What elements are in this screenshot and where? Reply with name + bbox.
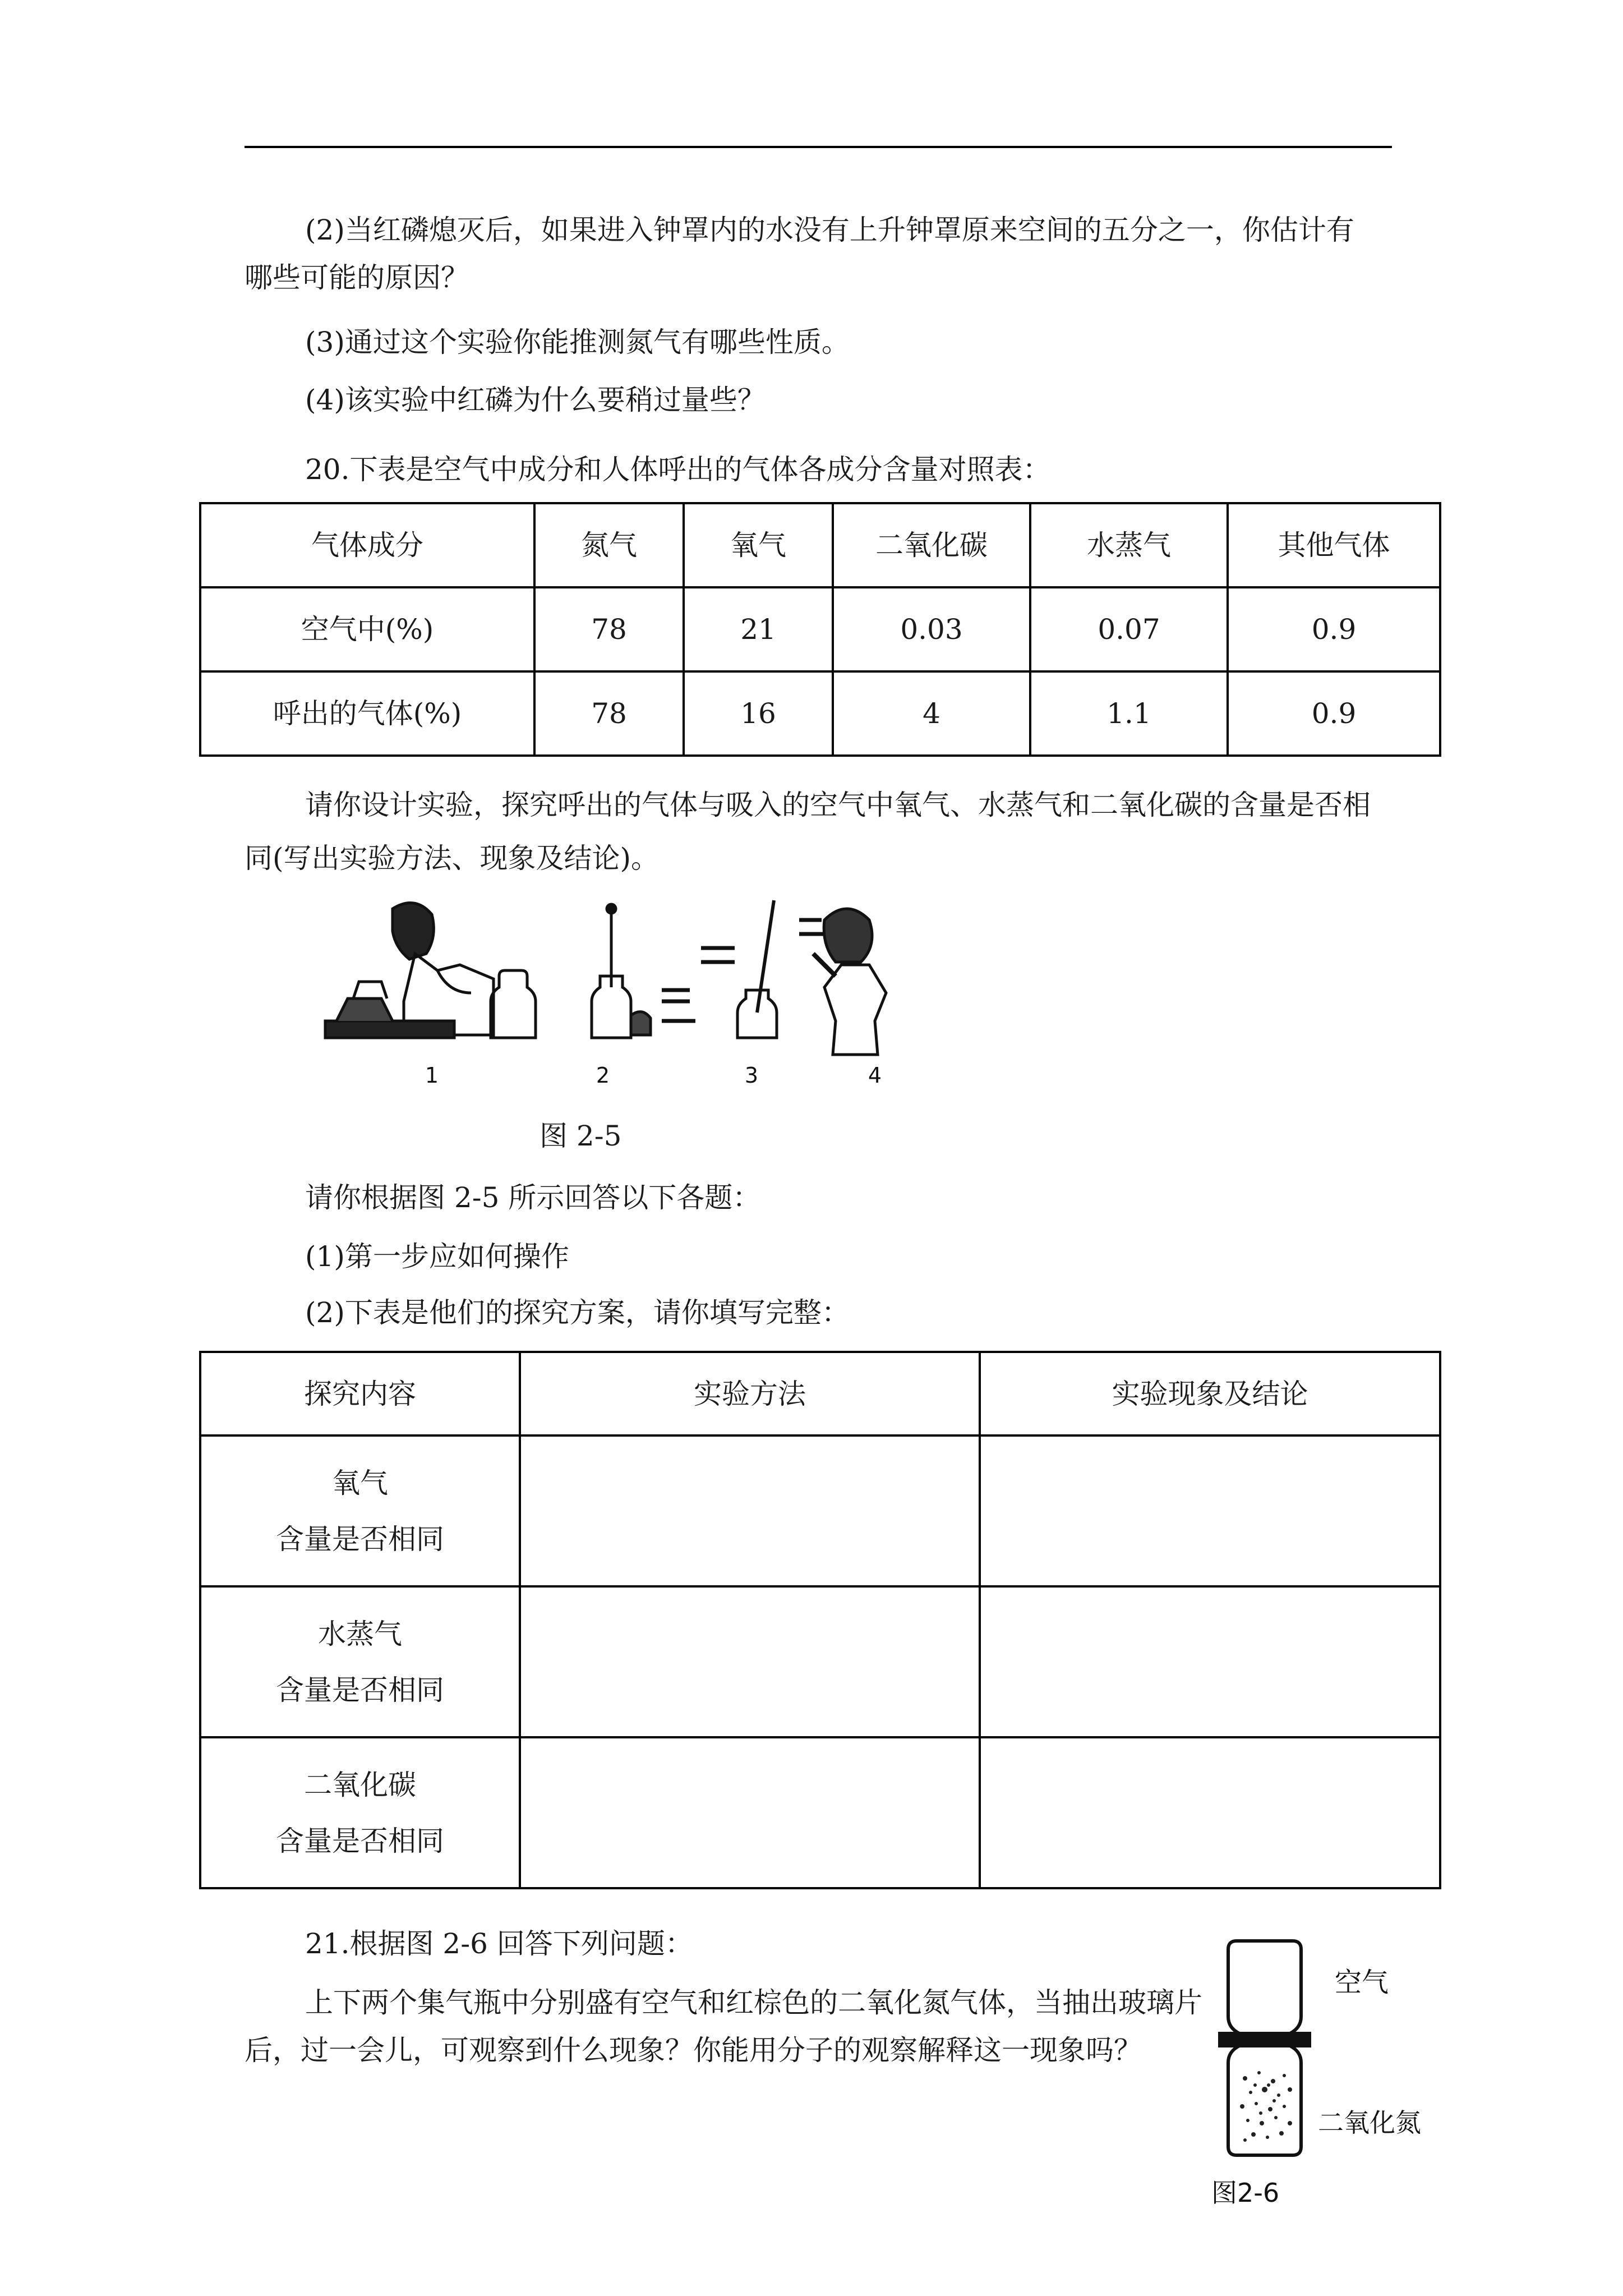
investigation-plan-table bbox=[199, 1351, 1441, 1889]
q20-sub2: (2)下表是他们的探究方案，请你填写完整： bbox=[305, 1296, 850, 1329]
figure-2-5-caption: 图 2-5 bbox=[540, 1120, 622, 1152]
gas-jar-burning-stick bbox=[701, 900, 824, 1038]
gas-jars-diffusion-figure bbox=[1206, 1938, 1453, 2230]
q19-item3: (3)通过这个实验你能推测氮气有哪些性质。 bbox=[305, 326, 850, 358]
limewater-label bbox=[662, 990, 695, 1021]
plan-item-cell bbox=[200, 1435, 520, 1586]
gas-jar-with-tube bbox=[592, 904, 651, 1038]
result-answer-cell[interactable] bbox=[980, 1435, 1440, 1586]
experiment-illustration bbox=[320, 886, 914, 1088]
plan-item-question: 含量是否相同 bbox=[276, 1673, 444, 1706]
q19-item2-line1: (2)当红磷熄灭后，如果进入钟罩内的水没有上升钟罩原来空间的五分之一，你估计有 bbox=[305, 214, 1354, 246]
glass-plate bbox=[1220, 2033, 1310, 2046]
header-cell: 探究内容 bbox=[200, 1352, 520, 1435]
q21-line2: 后，过一会儿，可观察到什么现象？你能用分子的观察解释这一现象吗？ bbox=[245, 2034, 1142, 2067]
table-cell: 78 bbox=[534, 671, 684, 756]
plan-item-name: 水蒸气 bbox=[318, 1617, 402, 1650]
table-cell: 0.9 bbox=[1228, 671, 1440, 756]
table-row bbox=[200, 1586, 1440, 1737]
q20-intro: 20.下表是空气中成分和人体呼出的气体各成分含量对照表： bbox=[305, 453, 1051, 486]
q19-item4: (4)该实验中红磷为什么要稍过量些？ bbox=[305, 384, 766, 416]
q20-answer-prompt: 请你根据图 2-5 所示回答以下各题： bbox=[305, 1181, 761, 1214]
table-header-row bbox=[200, 503, 1440, 587]
header-cell: 水蒸气 bbox=[1030, 503, 1228, 587]
plan-item-cell bbox=[200, 1586, 520, 1737]
q20-sub1: (1)第一步应如何操作 bbox=[305, 1240, 569, 1273]
table-row bbox=[200, 1435, 1440, 1586]
person-blowing-figure bbox=[393, 903, 494, 1035]
plan-item-cell bbox=[200, 1737, 520, 1888]
q20-design-line1: 请你设计实验，探究呼出的气体与吸入的空气中氧气、水蒸气和二氧化碳的含量是否相 bbox=[305, 789, 1371, 821]
plan-item-name: 二氧化碳 bbox=[304, 1768, 416, 1801]
nitrogen-dioxide-label: 二氧化氮 bbox=[1318, 2108, 1421, 2138]
plan-item-question: 含量是否相同 bbox=[276, 1824, 444, 1857]
method-answer-cell[interactable] bbox=[520, 1737, 980, 1888]
person-with-glass-figure bbox=[813, 909, 886, 1055]
q21-line1: 上下两个集气瓶中分别盛有空气和红棕色的二氧化氮气体，当抽出玻璃片 bbox=[305, 1986, 1202, 2019]
lower-gas-jar bbox=[1228, 2046, 1301, 2155]
header-cell: 气体成分 bbox=[200, 503, 534, 587]
table-row bbox=[200, 587, 1440, 671]
table-cell: 呼出的气体(%) bbox=[200, 671, 534, 756]
q21-title: 21.根据图 2-6 回答下列问题： bbox=[305, 1927, 693, 1960]
header-cell: 其他气体 bbox=[1228, 503, 1440, 587]
air-label: 空气 bbox=[1335, 1967, 1389, 1998]
table-cell: 1.1 bbox=[1030, 671, 1228, 756]
result-answer-cell[interactable] bbox=[980, 1586, 1440, 1737]
header-cell: 实验方法 bbox=[520, 1352, 980, 1435]
header-cell: 实验现象及结论 bbox=[980, 1352, 1440, 1435]
table-row bbox=[200, 671, 1440, 756]
table-cell: 0.9 bbox=[1228, 587, 1440, 671]
result-answer-cell[interactable] bbox=[980, 1737, 1440, 1888]
method-answer-cell[interactable] bbox=[520, 1435, 980, 1586]
figure-2-6-caption: 图2-6 bbox=[1211, 2178, 1280, 2208]
gas-jar-empty bbox=[491, 970, 536, 1038]
table-cell: 0.07 bbox=[1030, 587, 1228, 671]
figure-number-1: 1 bbox=[425, 1063, 439, 1088]
gas-composition-table bbox=[199, 502, 1441, 757]
lab-bench bbox=[325, 982, 454, 1038]
table-cell: 21 bbox=[684, 587, 833, 671]
table-cell: 78 bbox=[534, 587, 684, 671]
q20-design-line2: 同(写出实验方法、现象及结论)。 bbox=[245, 842, 660, 875]
table-row bbox=[200, 1737, 1440, 1888]
plan-item-name: 氧气 bbox=[332, 1466, 388, 1499]
plan-item-question: 含量是否相同 bbox=[276, 1522, 444, 1556]
method-answer-cell[interactable] bbox=[520, 1586, 980, 1737]
table-cell: 0.03 bbox=[833, 587, 1030, 671]
q19-item2-line2: 哪些可能的原因？ bbox=[245, 261, 469, 294]
table-cell: 16 bbox=[684, 671, 833, 756]
upper-gas-jar bbox=[1228, 1941, 1301, 2033]
header-cell: 氮气 bbox=[534, 503, 684, 587]
nitrogen-dioxide-particles bbox=[1240, 2071, 1292, 2142]
figure-number-2: 2 bbox=[596, 1063, 610, 1088]
table-cell: 空气中(%) bbox=[200, 587, 534, 671]
figure-number-4: 4 bbox=[868, 1063, 882, 1088]
header-rule bbox=[245, 146, 1392, 148]
figure-number-3: 3 bbox=[744, 1063, 759, 1088]
header-cell: 氧气 bbox=[684, 503, 833, 587]
table-header-row bbox=[200, 1352, 1440, 1435]
table-cell: 4 bbox=[833, 671, 1030, 756]
header-cell: 二氧化碳 bbox=[833, 503, 1030, 587]
